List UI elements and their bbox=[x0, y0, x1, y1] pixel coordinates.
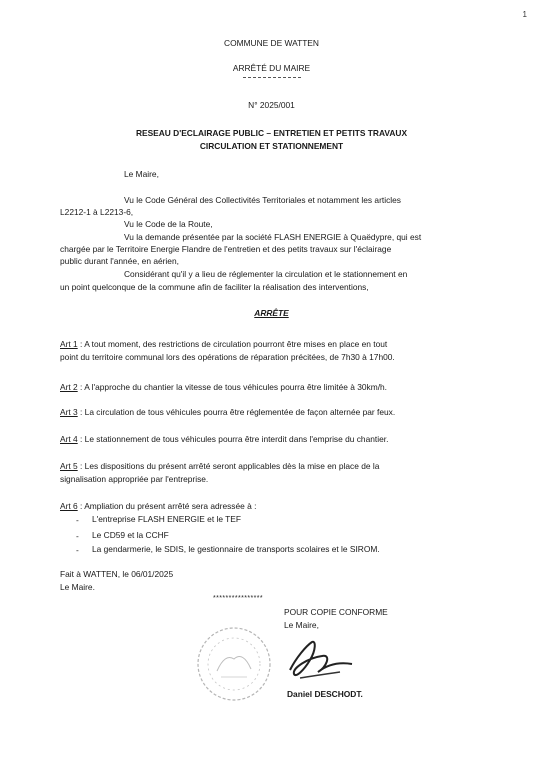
article-label: Art 1 bbox=[60, 339, 78, 349]
article-2 bbox=[60, 381, 387, 394]
considerant-line2: un point quelconque de la commune afin de faciliter la réalisation des interventions, bbox=[60, 282, 369, 292]
recipient-item: L'entreprise FLASH ENERGIE et le TEF bbox=[92, 514, 241, 524]
considerant-line1: Considérant qu'il y a lieu de réglementer la circulation et le stationnement en bbox=[124, 269, 408, 279]
le-maire-intro: Le Maire, bbox=[124, 169, 159, 179]
subject-line-1: RESEAU D'ECLAIRAGE PUBLIC – ENTRETIEN ET PETITS TRAVAUX bbox=[135, 128, 408, 138]
le-maire-signature: Le Maire, bbox=[284, 620, 319, 630]
article-5-line2: signalisation appropriée par l'entreprise. bbox=[60, 474, 209, 484]
commune-title: COMMUNE DE WATTEN bbox=[224, 38, 319, 48]
vu-cgct-line2: L2212-1 à L2213-6, bbox=[60, 207, 134, 217]
divider bbox=[243, 77, 301, 78]
page-number: 1 bbox=[522, 10, 527, 19]
article-label: Art 2 bbox=[60, 382, 78, 392]
article-label: Art 5 bbox=[60, 461, 78, 471]
fait-a: Fait à WATTEN, le 06/01/2025 bbox=[60, 569, 174, 579]
article-5 bbox=[60, 460, 379, 473]
vu-demande-line1: Vu la demande présentée par la société FLASH ENERGIE à Quaëdypre, qui est bbox=[124, 232, 422, 242]
bullet-dash: - bbox=[76, 531, 79, 541]
recipient-item: Le CD59 et la CCHF bbox=[92, 530, 169, 540]
article-text: : La circulation de tous véhicules pourra être réglementée de façon alternée par feux. bbox=[77, 407, 396, 417]
article-text: : Ampliation du présent arrêté sera adressée à : bbox=[77, 501, 257, 511]
bullet-dash: - bbox=[76, 545, 79, 555]
copie-conforme: POUR COPIE CONFORME bbox=[284, 607, 388, 617]
arrete-number: N° 2025/001 bbox=[248, 100, 295, 110]
article-text: : A l'approche du chantier la vitesse de tous véhicules pourra être limitée à 30km/h. bbox=[77, 382, 388, 392]
article-1 bbox=[60, 338, 387, 351]
article-text: : Les dispositions du présent arrêté seront applicables dès la mise en place de la bbox=[77, 461, 380, 471]
article-6 bbox=[60, 500, 256, 513]
bullet-dash: - bbox=[76, 515, 79, 525]
separator-stars: **************** bbox=[213, 595, 263, 602]
article-3 bbox=[60, 406, 395, 419]
vu-demande-line3: public durant l'année, en aérien, bbox=[60, 256, 179, 266]
article-label: Art 3 bbox=[60, 407, 78, 417]
official-stamp-icon bbox=[195, 625, 273, 703]
vu-code-route: Vu le Code de la Route, bbox=[124, 219, 213, 229]
article-label: Art 6 bbox=[60, 501, 78, 511]
recipient-item: La gendarmerie, le SDIS, le gestionnaire de transports scolaires et le SIROM. bbox=[92, 544, 380, 554]
article-4 bbox=[60, 433, 388, 446]
arrete-heading: ARRÊTE bbox=[254, 308, 289, 318]
article-text: : Le stationnement de tous véhicules pourra être interdit dans l'emprise du chantier. bbox=[77, 434, 389, 444]
vu-demande-line2: chargée par le Territoire Energie Flandre de l'entretien et des petits travaux sur l'éclairage bbox=[60, 244, 392, 254]
le-maire-closing: Le Maire. bbox=[60, 582, 95, 592]
article-1-line2: point du territoire communal lors des opérations de réparation précitées, de 7h30 à 17h00. bbox=[60, 352, 395, 362]
subject-line-2: CIRCULATION ET STATIONNEMENT bbox=[199, 141, 344, 151]
doc-type: ARRÊTÉ DU MAIRE bbox=[232, 63, 311, 73]
vu-cgct-line1: Vu le Code Général des Collectivités Territoriales et notamment les articles bbox=[124, 195, 401, 205]
signatory-name: Daniel DESCHODT. bbox=[287, 689, 363, 699]
article-label: Art 4 bbox=[60, 434, 78, 444]
article-text: : A tout moment, des restrictions de circulation pourront être mises en place en tout bbox=[77, 339, 388, 349]
handwritten-signature-icon bbox=[282, 628, 372, 688]
